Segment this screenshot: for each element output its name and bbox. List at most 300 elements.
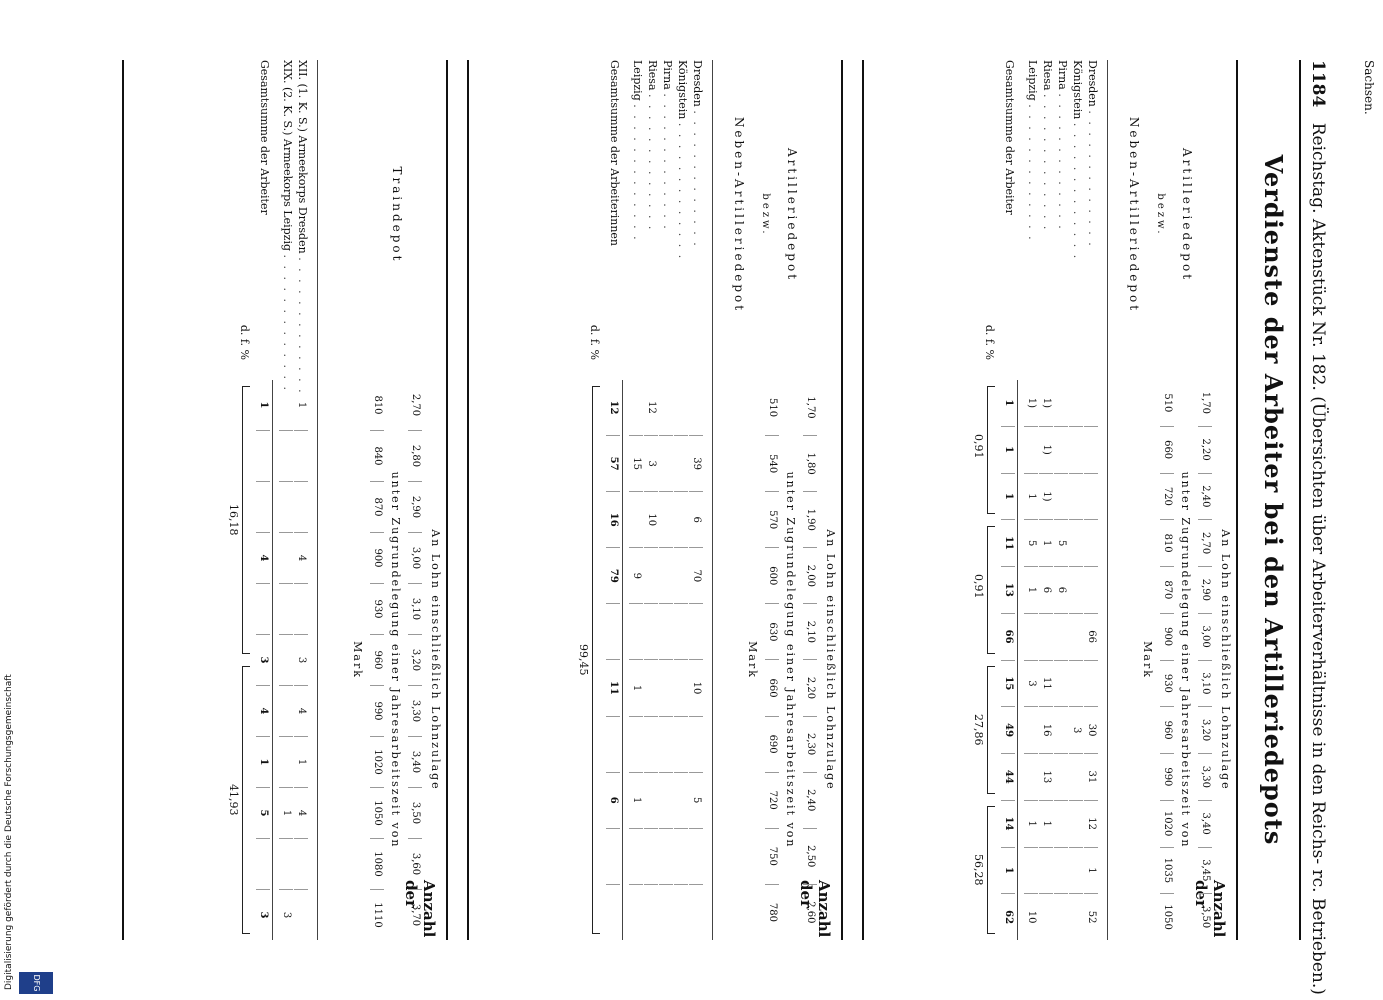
table-section (858, 60, 1238, 940)
data-cell: 4 (294, 533, 308, 584)
total-cell: 57 (606, 436, 620, 492)
data-cell: 66 (1084, 614, 1098, 661)
total-label (608, 60, 620, 370)
data-cell (279, 737, 293, 788)
percent-label (983, 60, 995, 370)
row-name: Riesa . . . . . . . . . . . . . (646, 60, 659, 232)
annual-cell: 840 (370, 431, 384, 482)
data-cell: 30 (1084, 707, 1098, 754)
section-heading (718, 60, 813, 370)
total-cell: 66 (1001, 614, 1015, 661)
annual-cell: 960 (1160, 707, 1174, 754)
data-cell: 4 (294, 788, 308, 839)
section-bottom-rule (862, 60, 864, 940)
data-cell: 11 (1039, 661, 1053, 708)
data-cell: 1) (1024, 380, 1038, 427)
side-note: Digitalisierung gefördert durch die Deutsche Forschungsgemeinschaft (4, 674, 14, 990)
rate-cell: 2,50 (803, 829, 817, 885)
data-cell (1069, 474, 1083, 521)
total-cell: 11 (606, 660, 620, 716)
leader-dots: . . . . . . . . . . . . . (1041, 94, 1054, 232)
data-cell (659, 829, 673, 885)
data-row (279, 380, 293, 940)
data-row (294, 380, 308, 940)
annual-cell: 870 (1160, 567, 1174, 614)
data-cell: 1 (294, 737, 308, 788)
data-cell: 1 (629, 773, 643, 829)
annual-cell: 750 (765, 829, 779, 885)
data-cell (659, 604, 673, 660)
mark-label: Mark (1141, 641, 1154, 679)
data-cell: 1) (1039, 474, 1053, 521)
data-cell: 6 (1039, 567, 1053, 614)
rate-cell: 3,50 (408, 788, 422, 839)
wage-grid (717, 380, 837, 940)
wage-grid (322, 380, 442, 940)
annual-cell: 510 (1160, 380, 1174, 427)
data-cell (644, 604, 658, 660)
data-cell (1069, 567, 1083, 614)
data-cell: 1) (1039, 380, 1053, 427)
data-cell (674, 717, 688, 773)
data-cell (1069, 848, 1083, 895)
data-cell (1084, 427, 1098, 474)
data-cell (294, 482, 308, 533)
data-row (629, 380, 643, 940)
rate-cell: 1,70 (803, 380, 817, 436)
row-name: Königstein . . . . . . . . . . . . . (1071, 60, 1084, 261)
rate-cell: 2,10 (803, 604, 817, 660)
data-cell (294, 431, 308, 482)
data-cell (689, 829, 703, 885)
data-cell: 5 (689, 773, 703, 829)
data-cell (279, 482, 293, 533)
annual-cell: 1080 (370, 839, 384, 890)
total-label (258, 60, 270, 370)
percent-name: d. f. % (983, 324, 996, 360)
data-cell: 3 (1024, 661, 1038, 708)
data-cell (1024, 707, 1038, 754)
section-heading-line: bezw. (1155, 193, 1166, 237)
row-label (661, 60, 673, 370)
rate-cell: 2,40 (1198, 474, 1212, 521)
rate-cell: 3,60 (408, 839, 422, 890)
data-cell: 3 (281, 911, 292, 919)
section-heading-line: Neben-Artilleriedepot (1127, 116, 1141, 314)
data-cell (689, 717, 703, 773)
annual-cell: 1050 (370, 788, 384, 839)
count-caption: Anzahl der (797, 880, 833, 938)
data-cell (689, 380, 703, 436)
data-cell (659, 717, 673, 773)
data-cell: 1 (1039, 801, 1053, 848)
row-name: Leipzig . . . . . . . . . . . . . (1026, 60, 1039, 242)
section-heading-line: Artilleriedepot (785, 147, 799, 283)
data-cell: 39 (689, 436, 703, 492)
total-cell: 4 (256, 686, 270, 737)
data-cell (674, 660, 688, 716)
annual-row (370, 380, 384, 940)
data-cell: 1 (279, 788, 293, 839)
rate-cell: 2,80 (408, 431, 422, 482)
data-cell (279, 584, 293, 635)
data-cell: 1 (294, 380, 308, 431)
wage-caption: An Lohn einschließlich Lohnzulage (824, 529, 837, 791)
annual-cell: 1035 (1160, 848, 1174, 895)
data-cell: 5 (1024, 520, 1038, 567)
total-label (1003, 60, 1015, 370)
data-cell (1054, 707, 1068, 754)
rate-cell: 3,20 (408, 635, 422, 686)
percent-value: 99,45 (577, 644, 590, 676)
row-name: Riesa . . . . . . . . . . . . . (1041, 60, 1054, 232)
total-name: Gesamtsumme der Arbeiterinnen (608, 60, 621, 246)
data-cell (1069, 801, 1083, 848)
rate-cell: 2,20 (803, 660, 817, 716)
header-rule (1299, 60, 1301, 940)
percent-value: 27,86 (972, 714, 985, 746)
data-cell (294, 839, 308, 890)
data-cell (674, 773, 688, 829)
row-name: Pirna . . . . . . . . . . . . . (661, 60, 674, 231)
data-cell (674, 492, 688, 548)
data-cell (629, 492, 643, 548)
data-cell (1084, 520, 1098, 567)
data-cell (644, 829, 658, 885)
data-cell (1054, 801, 1068, 848)
percent-bracket (987, 526, 995, 654)
data-row (674, 380, 688, 940)
data-cell: 6 (1054, 567, 1068, 614)
annual-cell: 1020 (1160, 801, 1174, 848)
data-cell (674, 829, 688, 885)
data-cell (279, 635, 293, 686)
leader-dots: . . . . . . . . . . . . . (631, 104, 644, 242)
percent-bracket (987, 806, 995, 934)
section-rule (841, 60, 843, 940)
section-heading (376, 60, 418, 370)
rate-cell: 3,70 (410, 903, 421, 927)
total-cell: 11 (1001, 520, 1015, 567)
total-cell: 79 (606, 548, 620, 604)
data-cell: 1 (1039, 520, 1053, 567)
data-cell: 13 (1039, 754, 1053, 801)
mark-label: Mark (351, 641, 364, 679)
data-cell (674, 436, 688, 492)
row-name: XII. (1. K. S.) Armeekorps Dresden . . . . . . . . . . . . . (296, 60, 309, 395)
data-cell (1024, 427, 1038, 474)
row-label (296, 60, 309, 395)
data-row (1024, 380, 1038, 940)
annual-cell: 570 (765, 492, 779, 548)
data-cell: 5 (1054, 520, 1068, 567)
data-cell (1054, 380, 1068, 427)
rate-cell: 1,80 (803, 436, 817, 492)
data-cell (629, 380, 643, 436)
data-cell (1069, 614, 1083, 661)
mark-label: Mark (746, 641, 759, 679)
wage-grid (1112, 380, 1232, 940)
annual-caption: unter Zugrundelegung einer Jahresarbeitszeit von (1179, 471, 1192, 849)
data-cell (1084, 474, 1098, 521)
header-rule (712, 60, 713, 940)
data-cell (644, 773, 658, 829)
rate-cell: 2,90 (1198, 567, 1212, 614)
rate-cell: 2,20 (1198, 427, 1212, 474)
data-cell (674, 885, 688, 940)
data-cell (1024, 754, 1038, 801)
annual-cell: 990 (370, 686, 384, 737)
data-row (1084, 380, 1098, 940)
count-caption: Anzahl der (402, 880, 438, 938)
total-cell: 1 (256, 380, 270, 431)
total-cell: 4 (256, 533, 270, 584)
data-cell (659, 492, 673, 548)
annual-cell: 1110 (372, 902, 383, 928)
data-cell (279, 686, 293, 737)
data-cell: 15 (629, 436, 643, 492)
rate-cell: 3,10 (408, 584, 422, 635)
rate-cell: 2,40 (803, 773, 817, 829)
data-cell: 4 (294, 686, 308, 737)
data-row (1039, 380, 1053, 940)
total-cell (256, 482, 270, 533)
section-heading-line: Neben-Artilleriedepot (732, 116, 746, 314)
data-cell (644, 660, 658, 716)
row-label (1041, 60, 1053, 370)
data-cell (1054, 427, 1068, 474)
data-cell (659, 773, 673, 829)
rate-row (408, 380, 422, 940)
data-cell (629, 604, 643, 660)
data-row (1069, 380, 1083, 940)
data-cell (279, 839, 293, 890)
total-cell: 1 (1001, 380, 1015, 427)
annual-cell: 1020 (370, 737, 384, 788)
percent-bracket (242, 386, 250, 654)
total-cell (606, 717, 620, 773)
rate-cell: 2,00 (803, 548, 817, 604)
data-cell (279, 533, 293, 584)
total-cell: 12 (606, 380, 620, 436)
rate-row (1198, 380, 1212, 940)
rate-cell: 2,90 (408, 482, 422, 533)
data-row (659, 380, 673, 940)
header-rule (1107, 60, 1108, 940)
data-cell (1069, 754, 1083, 801)
annual-cell: 960 (370, 635, 384, 686)
data-cell (279, 380, 293, 431)
rate-cell: 1,90 (803, 492, 817, 548)
section-heading-line: Traindepot (390, 166, 404, 264)
data-cell (629, 885, 643, 940)
rate-cell: 2,70 (408, 380, 422, 431)
row-label (1071, 60, 1083, 370)
data-cell (1039, 894, 1053, 940)
percent-label (588, 60, 600, 370)
data-cell: 12 (644, 380, 658, 436)
total-cell: 62 (1003, 910, 1014, 925)
annual-cell: 810 (1160, 520, 1174, 567)
annual-cell: 900 (1160, 614, 1174, 661)
table-section (118, 60, 448, 940)
row-label (631, 60, 643, 370)
section-heading-line: bezw. (760, 193, 771, 237)
data-cell (1069, 661, 1083, 708)
section-bottom-rule (122, 60, 124, 940)
total-row (256, 380, 270, 940)
data-cell: 31 (1084, 754, 1098, 801)
data-cell: 3 (1069, 707, 1083, 754)
annual-cell: 720 (765, 773, 779, 829)
leader-dots: . . . . . . . . . . . . . (1056, 93, 1069, 231)
data-cell: 10 (689, 660, 703, 716)
total-rule (272, 380, 273, 940)
data-cell: 16 (1039, 707, 1053, 754)
annual-cell: 990 (1160, 754, 1174, 801)
data-cell (294, 584, 308, 635)
header-line: Reichstag. Aktenstück Nr. 182. (Übersichten über Arbeiterverhältnisse in den Reichs- rc. Betrieben.) (1308, 122, 1328, 995)
section-bottom-rule (467, 60, 469, 940)
data-cell: 12 (1084, 801, 1098, 848)
rate-cell: 3,30 (1198, 754, 1212, 801)
data-cell (629, 829, 643, 885)
page-header (1304, 60, 1376, 995)
annual-row (1160, 380, 1174, 940)
total-row (1001, 380, 1015, 940)
leader-dots: . . . . . . . . . . . . . (1026, 104, 1039, 242)
data-cell: 3 (644, 436, 658, 492)
data-cell: 1 (1024, 801, 1038, 848)
data-cell: 1 (1024, 474, 1038, 521)
data-cell (1024, 614, 1038, 661)
data-cell (1069, 380, 1083, 427)
rate-cell: 2,60 (805, 901, 816, 924)
total-cell: 1 (1001, 848, 1015, 895)
data-cell (1084, 567, 1098, 614)
annual-cell: 870 (370, 482, 384, 533)
annual-cell: 1050 (1162, 904, 1173, 930)
data-cell: 9 (629, 548, 643, 604)
data-cell (279, 431, 293, 482)
section-rule (1236, 60, 1238, 940)
data-cell (644, 717, 658, 773)
data-cell (1039, 614, 1053, 661)
leader-dots: . . . . . . . . . . . . . (691, 110, 704, 248)
annual-cell: 660 (765, 660, 779, 716)
total-cell (256, 584, 270, 635)
total-cell: 14 (1001, 801, 1015, 848)
data-cell (659, 660, 673, 716)
data-cell (1084, 661, 1098, 708)
row-label (1086, 60, 1098, 370)
total-cell (256, 839, 270, 890)
page-title: Verdienste der Arbeiter bei den Artilleriedepots (1259, 154, 1288, 846)
data-cell (629, 717, 643, 773)
total-name: Gesamtsumme der Arbeiter (1003, 60, 1016, 215)
annual-cell: 810 (370, 380, 384, 431)
data-cell (689, 885, 703, 940)
total-cell (256, 431, 270, 482)
leader-dots: . . . . . . . . . . . . . (661, 93, 674, 231)
data-cell (674, 604, 688, 660)
data-cell (1054, 661, 1068, 708)
percent-value: 0,91 (972, 434, 985, 459)
table-section (463, 60, 843, 940)
total-cell (606, 885, 620, 940)
total-cell: 5 (256, 788, 270, 839)
data-cell (1054, 474, 1068, 521)
total-name: Gesamtsumme der Arbeiter (258, 60, 271, 215)
total-cell: 1 (1001, 427, 1015, 474)
data-cell: 70 (689, 548, 703, 604)
data-cell (1069, 427, 1083, 474)
total-rule (1017, 380, 1018, 940)
row-label (1026, 60, 1038, 370)
wage-caption: An Lohn einschließlich Lohnzulage (429, 529, 442, 791)
percent-value: 16,18 (227, 504, 240, 536)
rate-cell: 3,00 (408, 533, 422, 584)
rate-cell: 3,40 (408, 737, 422, 788)
total-cell: 6 (606, 773, 620, 829)
data-cell (1069, 894, 1083, 940)
total-cell: 1 (256, 737, 270, 788)
data-row (1054, 380, 1068, 940)
data-cell (294, 890, 308, 940)
total-cell: 3 (256, 635, 270, 686)
leader-dots: . . . . . . . . . . . . . (296, 257, 309, 395)
percent-bracket (592, 386, 600, 934)
row-label (1056, 60, 1068, 370)
percent-value: 0,91 (972, 574, 985, 599)
data-cell (659, 885, 673, 940)
percent-bracket (987, 386, 995, 514)
rate-cell: 3,45 (1198, 848, 1212, 895)
data-cell: 1 (1084, 848, 1098, 895)
data-cell: 1) (1039, 427, 1053, 474)
total-cell: 3 (258, 911, 269, 919)
count-caption: Anzahl der (1192, 880, 1228, 938)
page-number: 1184 (1308, 60, 1328, 108)
data-cell (1054, 754, 1068, 801)
section-heading-line: Artilleriedepot (1180, 147, 1194, 283)
annual-cell: 900 (370, 533, 384, 584)
percent-bracket (987, 666, 995, 794)
total-rule (622, 380, 623, 940)
annual-cell: 930 (370, 584, 384, 635)
percent-name: d. f. % (588, 324, 601, 360)
data-cell: 1 (629, 660, 643, 716)
data-cell (689, 604, 703, 660)
total-cell: 49 (1001, 707, 1015, 754)
leader-dots: . . . . . . . . . . . . . (1071, 122, 1084, 261)
total-cell: 13 (1001, 567, 1015, 614)
data-cell (659, 436, 673, 492)
percent-value: 56,28 (972, 854, 985, 886)
rate-cell: 3,00 (1198, 614, 1212, 661)
row-label (281, 60, 294, 392)
data-cell: 10 (644, 492, 658, 548)
rate-cell: 2,70 (1198, 520, 1212, 567)
total-cell: 1 (1001, 474, 1015, 521)
data-cell (1084, 380, 1098, 427)
annual-cell: 930 (1160, 661, 1174, 708)
row-name: Königstein . . . . . . . . . . . . . (676, 60, 689, 261)
data-cell (659, 548, 673, 604)
data-cell (674, 380, 688, 436)
annual-cell: 660 (1160, 427, 1174, 474)
annual-cell: 720 (1160, 474, 1174, 521)
